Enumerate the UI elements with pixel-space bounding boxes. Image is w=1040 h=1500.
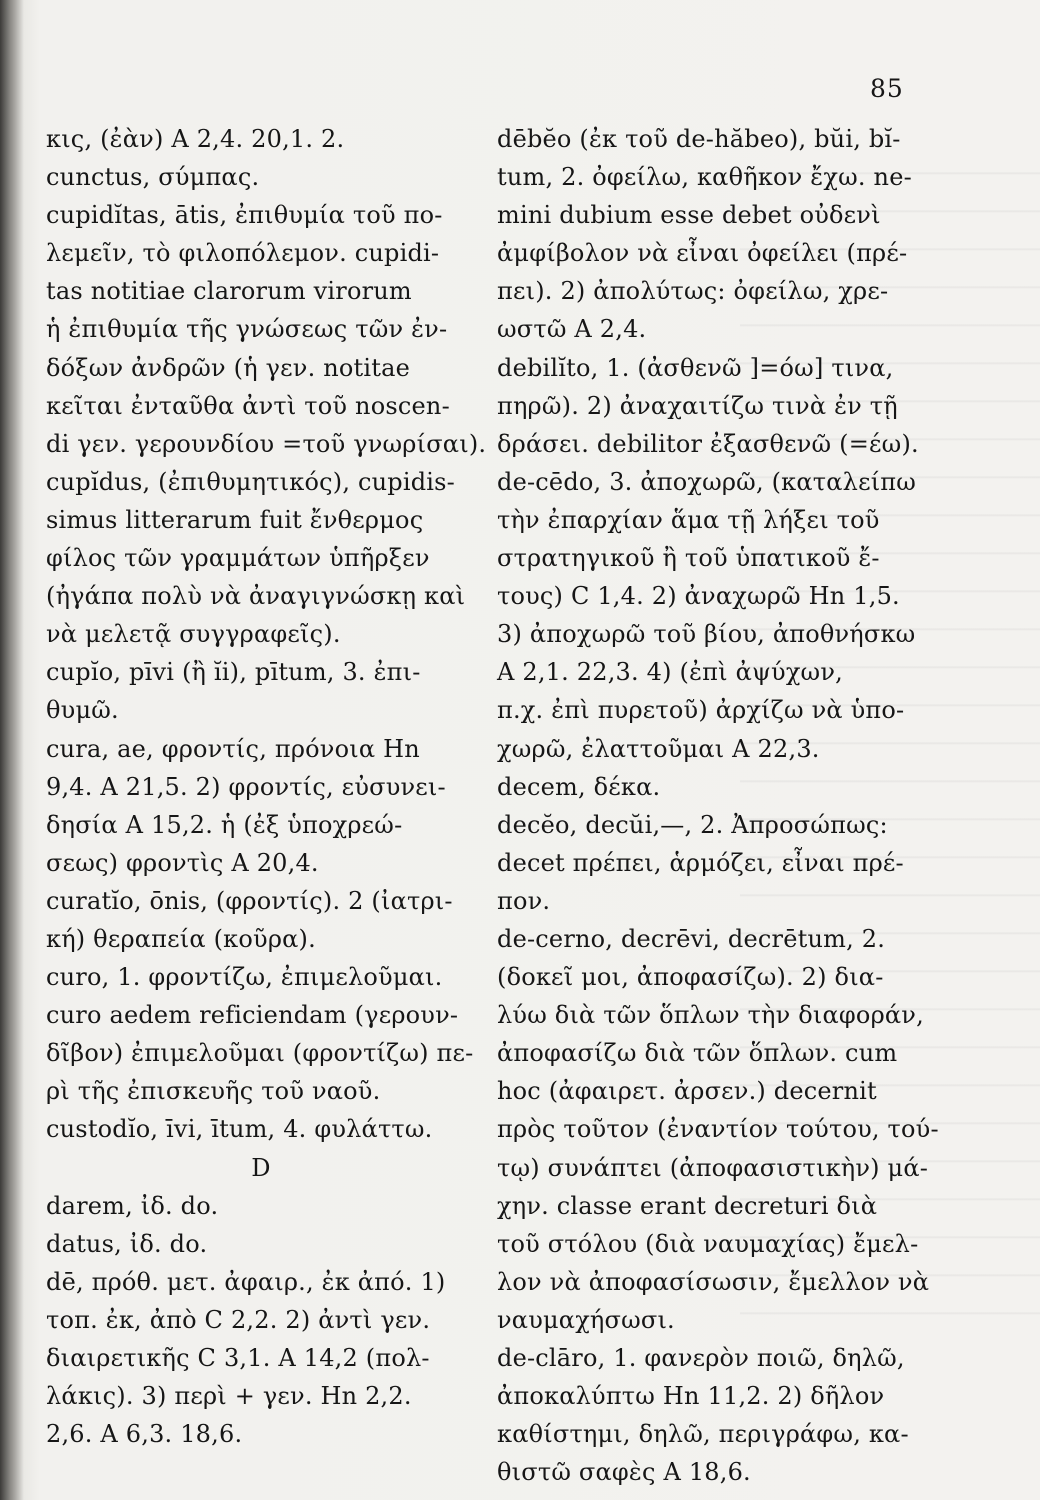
dictionary-line: cupĭdus, (ἐπιθυμητικός), cupidis- — [46, 467, 455, 496]
dictionary-line: 3) ἀποχωρῶ τοῦ βίου, ἀποθνήσκω — [497, 620, 916, 649]
dictionary-line: λον νὰ ἀποφασίσωσιν, ἔμελλον νὰ — [497, 1267, 930, 1296]
dictionary-line: decem, δέκα. — [497, 772, 661, 801]
dictionary-line: curo, 1. φροντίζω, ἐπιμελοῦμαι. — [46, 963, 443, 992]
dictionary-line: cura, ae, φροντίς, πρόνοια Hn — [46, 734, 420, 763]
dictionary-line: A 2,1. 22,3. 4) (ἐπὶ ἀψύχων, — [497, 658, 843, 687]
dictionary-line: φίλος τῶν γραμμάτων ὑπῆρξεν — [46, 544, 430, 573]
dictionary-line: κεῖται ἐνταῦθα ἀντὶ τοῦ noscen- — [46, 391, 450, 420]
dictionary-line: ἡ ἐπιθυμία τῆς γνώσεως τῶν ἐν- — [46, 315, 448, 344]
dictionary-line: σεως) φροντὶς A 20,4. — [46, 848, 319, 877]
dictionary-line: tum, 2. ὀφείλω, καθῆκον ἔχω. ne- — [497, 163, 912, 192]
dictionary-line: λάκις). 3) περὶ + γεν. Hn 2,2. — [46, 1382, 412, 1411]
dictionary-line: ἀμφίβολον νὰ εἶναι ὀφείλει (πρέ- — [497, 239, 908, 268]
dictionary-line: δράσει. debilitor ἐξασθενῶ (=έω). — [497, 429, 919, 458]
dictionary-line: τῳ) συνάπτει (ἀποφασιστικὴν) μά- — [497, 1153, 929, 1182]
dictionary-line: ἀποφασίζω διὰ τῶν ὅπλων. cum — [497, 1039, 898, 1068]
dictionary-line: διαιρετικῆς C 3,1. A 14,2 (πολ- — [46, 1344, 430, 1372]
dictionary-line: δησία A 15,2. ἡ (ἐξ ὑποχρεώ- — [46, 810, 403, 839]
left-column — [46, 120, 487, 1453]
book-gutter — [0, 0, 24, 1500]
dictionary-line: hoc (ἀφαιρετ. ἀρσεν.) decernit — [497, 1077, 877, 1106]
dictionary-line: 9,4. A 21,5. 2) φροντίς, εὐσυνει- — [46, 772, 446, 801]
dictionary-line: χην. classe erant decreturi διὰ — [497, 1191, 878, 1220]
dictionary-line: cunctus, σύμπας. — [46, 163, 260, 192]
dictionary-line: πρὸς τοῦτον (ἐναντίον τούτου, τού- — [497, 1115, 939, 1144]
dictionary-line: debilĭto, 1. (ἀσθενῶ ]=όω] τινα, — [497, 353, 894, 382]
dictionary-line: τους) C 1,4. 2) ἀναχωρῶ Hn 1,5. — [497, 582, 900, 611]
dictionary-line: κις, (ἐὰν) A 2,4. 20,1. 2. — [46, 125, 345, 153]
dictionary-line: 2,6. A 6,3. 18,6. — [46, 1420, 243, 1449]
dictionary-line: τοῦ στόλου (διὰ ναυμαχίας) ἔμελ- — [497, 1229, 919, 1258]
dictionary-line: mini dubium esse debet οὐδενὶ — [497, 201, 881, 230]
dictionary-line: λύω διὰ τῶν ὅπλων τὴν διαφοράν, — [497, 1001, 924, 1030]
dictionary-line: datus, ἰδ. do. — [46, 1229, 208, 1258]
dictionary-line: simus litterarum fuit ἔνθερμος — [46, 505, 424, 534]
dictionary-line: χωρῶ, ἐλαττοῦμαι A 22,3. — [497, 734, 820, 763]
dictionary-line: ναυμαχήσωσι. — [497, 1305, 675, 1334]
dictionary-line: dē, πρόθ. μετ. ἀφαιρ., ἐκ ἀπό. 1) — [46, 1267, 446, 1296]
dictionary-line: darem, ἰδ. do. — [46, 1191, 219, 1220]
dictionary-line: cupĭo, pīvi (ἢ ĭi), pītum, 3. ἐπι- — [46, 658, 421, 687]
dictionary-line: (δοκεῖ μοι, ἀποφασίζω). 2) δια- — [497, 963, 884, 992]
dictionary-line: καθίστημι, δηλῶ, περιγράφω, κα- — [497, 1420, 909, 1449]
dictionary-line: decet πρέπει, ἁρμόζει, εἶναι πρέ- — [497, 848, 904, 877]
dictionary-line: στρατηγικοῦ ἢ τοῦ ὑπατικοῦ ἔ- — [497, 544, 880, 573]
dictionary-line: ωστῶ A 2,4. — [497, 315, 647, 344]
dictionary-line: δόξων ἀνδρῶν (ἡ γεν. notitae — [46, 353, 411, 382]
dictionary-line: decĕo, decŭi,—, 2. Ἀπροσώπως: — [497, 810, 888, 839]
dictionary-line: πηρῶ). 2) ἀναχαιτίζω τινὰ ἐν τῇ — [497, 391, 898, 420]
dictionary-line: δῖβον) ἐπιμελοῦμαι (φροντίζω) πε- — [46, 1039, 474, 1068]
dictionary-line: dēbĕo (ἐκ τοῦ de-hăbeo), bŭi, bĭ- — [497, 125, 901, 153]
dictionary-line: τὴν ἐπαρχίαν ἅμα τῇ λήξει τοῦ — [497, 505, 880, 534]
dictionary-line: di γεν. γερουνδίου =τοῦ γνωρίσαι). — [46, 429, 487, 458]
dictionary-line: λεμεῖν, τὸ φιλοπόλεμον. cupidi- — [46, 239, 440, 268]
dictionary-line: curo aedem reficiendam (γερουν- — [46, 1001, 459, 1030]
dictionary-line: θιστῶ σαφὲς A 18,6. — [497, 1458, 751, 1487]
page-number: 85 — [870, 74, 904, 103]
dictionary-line: π.χ. ἐπὶ πυρετοῦ) ἀρχίζω νὰ ὑπο- — [497, 696, 905, 725]
dictionary-line: ἀποκαλύπτω Hn 11,2. 2) δῆλον — [497, 1382, 885, 1411]
dictionary-line: (ἠγάπα πολὺ νὰ ἀναγιγνώσκῃ καὶ — [46, 582, 466, 611]
dictionary-line: custodĭo, īvi, ītum, 4. φυλάττω. — [46, 1115, 433, 1144]
dictionary-line: cupidĭtas, ātis, ἐπιθυμία τοῦ πο- — [46, 201, 443, 230]
dictionary-line: πον. — [497, 886, 551, 915]
dictionary-line: de-cēdo, 3. ἀποχωρῶ, (καταλείπω — [497, 467, 917, 496]
dictionary-line: νὰ μελετᾷ συγγραφεῖς). — [46, 620, 341, 649]
dictionary-line: curatĭo, ōnis, (φροντίς). 2 (ἰατρι- — [46, 886, 453, 915]
dictionary-line: ρὶ τῆς ἐπισκευῆς τοῦ ναοῦ. — [46, 1077, 381, 1106]
right-column — [497, 120, 939, 1491]
dictionary-line: τοπ. ἐκ, ἀπὸ C 2,2. 2) ἀντὶ γεν. — [46, 1305, 431, 1334]
dictionary-line: πει). 2) ἀπολύτως: ὀφείλω, χρε- — [497, 277, 889, 306]
section-letter-heading: D — [251, 1153, 271, 1182]
dictionary-line: θυμῶ. — [46, 696, 119, 725]
dictionary-line: de-clāro, 1. φανερὸν ποιῶ, δηλῶ, — [497, 1344, 905, 1372]
dictionary-line: de-cerno, decrēvi, decrētum, 2. — [497, 924, 886, 953]
dictionary-line: tas notitiae clarorum virorum — [46, 277, 412, 306]
dictionary-line: κή) θεραπεία (κοῦρα). — [46, 924, 316, 953]
